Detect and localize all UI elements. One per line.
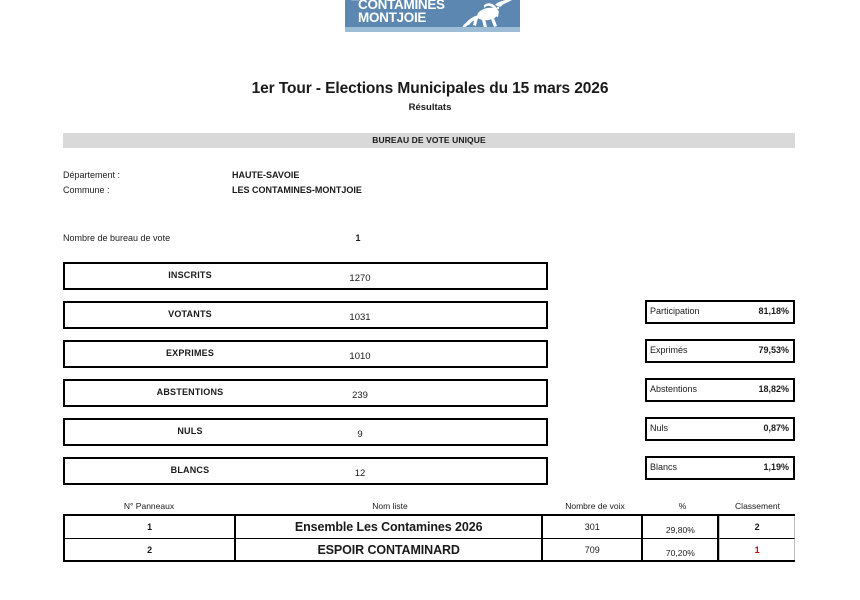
stat-box-nuls — [63, 418, 548, 446]
meta-row-departement — [63, 168, 362, 183]
pct-value-blancs: 1,19% — [763, 462, 789, 472]
pct-label-exprimes: Exprimés — [650, 345, 688, 355]
logo-name-line2: MONTJOIE — [358, 10, 427, 25]
table-row — [63, 538, 795, 560]
cell-pourcentage: 29,80% — [643, 516, 719, 538]
stat-label-nuls: NULS — [177, 426, 203, 436]
commune-value: LES CONTAMINES-MONTJOIE — [232, 185, 362, 195]
departement-value: HAUTE-SAVOIE — [232, 170, 300, 180]
header-nombre-voix: Nombre de voix — [565, 501, 625, 511]
percentage-boxes — [645, 300, 795, 495]
header-pourcentage: % — [678, 501, 687, 511]
header-panneaux: N° Panneaux — [123, 501, 175, 511]
stat-value-abstentions: 239 — [352, 390, 368, 401]
pct-box-nuls — [645, 417, 795, 441]
pct-box-exprimes — [645, 339, 795, 363]
cell-panneau: 1 — [63, 516, 236, 538]
stat-value-nuls: 9 — [357, 429, 363, 440]
table-row — [63, 516, 795, 538]
bureau-de-vote-banner: BUREAU DE VOTE UNIQUE — [63, 133, 795, 148]
document-title-block — [0, 80, 860, 113]
pct-value-exprimes: 79,53% — [758, 345, 789, 355]
results-table — [63, 498, 795, 562]
pct-label-abstentions: Abstentions — [650, 384, 698, 394]
stat-label-inscrits: INSCRITS — [168, 270, 212, 280]
results-table-header — [63, 498, 795, 514]
commune-label: Commune : — [63, 185, 110, 195]
nombre-bureau-row — [63, 231, 563, 245]
cell-classement: 1 — [719, 538, 795, 560]
cell-classement: 2 — [719, 516, 795, 538]
pct-value-nuls: 0,87% — [763, 423, 789, 433]
stat-value-exprimes: 1010 — [349, 351, 371, 362]
cell-voix: 301 — [543, 516, 643, 538]
pct-label-blancs: Blancs — [650, 462, 678, 472]
stat-value-votants: 1031 — [349, 312, 371, 323]
stat-box-inscrits — [63, 262, 548, 290]
stat-label-votants: VOTANTS — [168, 309, 212, 319]
pct-box-blancs — [645, 456, 795, 480]
cell-panneau: 2 — [63, 538, 236, 560]
logo-commune-name — [358, 0, 445, 24]
stat-box-exprimes — [63, 340, 548, 368]
header-classement: Classement — [735, 501, 780, 511]
commune-logo — [345, 0, 520, 32]
chamois-icon — [454, 0, 516, 29]
stat-value-blancs: 12 — [354, 468, 366, 479]
pct-value-participation: 81,18% — [758, 306, 789, 316]
results-table-body — [63, 514, 795, 562]
page-title: 1er Tour - Elections Municipales du 15 mars 2026 — [251, 80, 609, 97]
stat-box-abstentions — [63, 379, 548, 407]
stat-label-blancs: BLANCS — [170, 465, 210, 475]
vote-statistics-boxes — [63, 262, 548, 496]
logo-bottom-strip — [345, 27, 520, 32]
meta-row-commune — [63, 183, 362, 198]
page-subtitle: Résultats — [408, 102, 452, 113]
pct-value-abstentions: 18,82% — [758, 384, 789, 394]
stat-value-inscrits: 1270 — [349, 273, 371, 284]
location-meta — [63, 168, 362, 198]
nombre-bureau-value: 1 — [355, 233, 361, 243]
cell-nom-liste: Ensemble Les Contamines 2026 — [236, 516, 543, 538]
stat-box-blancs — [63, 457, 548, 485]
pct-box-participation — [645, 300, 795, 324]
pct-label-nuls: Nuls — [650, 423, 669, 433]
cell-pourcentage: 70,20% — [643, 538, 719, 560]
stat-box-votants — [63, 301, 548, 329]
header-nom-liste: Nom liste — [372, 501, 408, 511]
nombre-bureau-label: Nombre de bureau de vote — [63, 233, 171, 243]
stat-label-abstentions: ABSTENTIONS — [156, 387, 224, 397]
pct-label-participation: Participation — [650, 306, 700, 316]
cell-nom-liste: ESPOIR CONTAMINARD — [236, 538, 543, 560]
logo-name-line1: CONTAMINES — [358, 0, 445, 12]
pct-box-abstentions — [645, 378, 795, 402]
departement-label: Département : — [63, 170, 121, 180]
cell-voix: 709 — [543, 538, 643, 560]
stat-label-exprimes: EXPRIMES — [165, 348, 215, 358]
